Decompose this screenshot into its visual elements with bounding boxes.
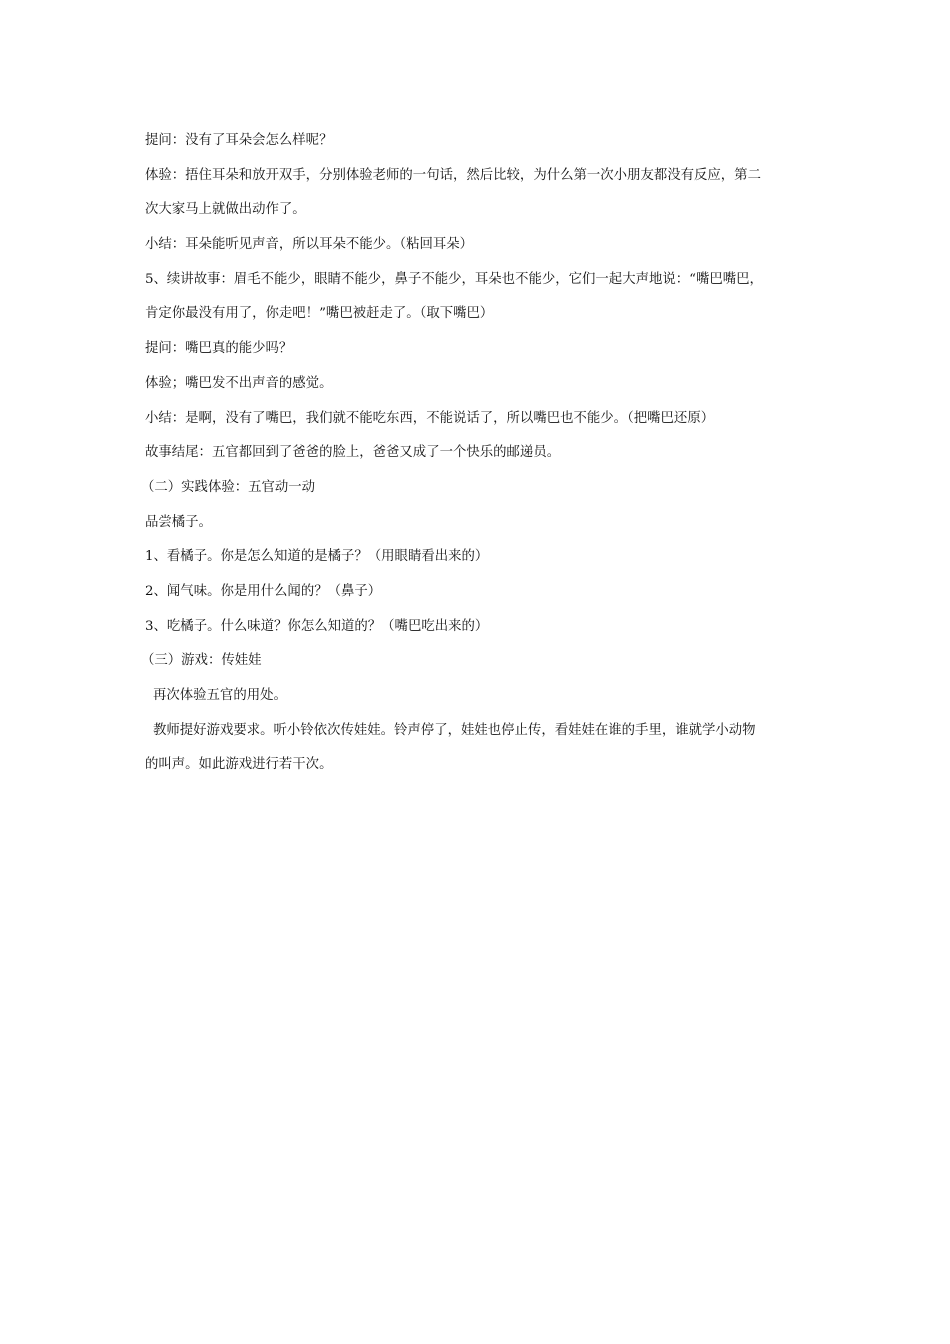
text-line: 的叫声。如此游戏进行若干次。 [145,757,333,773]
text-line: 品尝橘子。 [145,514,212,530]
text-line: 教师提好游戏要求。听小铃依次传娃娃。铃声停了，娃娃也停止传，看娃娃在谁的手里，谁就学小动物 [153,722,756,738]
list-item: 2、闻气味。你是用什么闻的？（鼻子） [145,583,382,599]
document-body [141,124,810,783]
text-line: 体验：捂住耳朵和放开双手，分别体验老师的一句话，然后比较，为什么第一次小朋友都没有反应，第二 [145,167,761,183]
text-line: 故事结尾：五官都回到了爸爸的脸上，爸爸又成了一个快乐的邮递员。 [145,445,561,461]
list-item: 1、看橘子。你是怎么知道的是橘子？（用眼睛看出来的） [145,549,489,565]
text-line: 次大家马上就做出动作了。 [145,202,306,218]
text-line: 小结：是啊，没有了嘴巴，我们就不能吃东西，不能说话了，所以嘴巴也不能少。（把嘴巴还原） [145,410,715,426]
section-heading: （三）游戏：传娃娃 [141,653,262,669]
list-item: 3、吃橘子。什么味道？你怎么知道的？（嘴巴吃出来的） [145,618,489,634]
text-line: 5、续讲故事：眉毛不能少，眼睛不能少，鼻子不能少，耳朵也不能少，它们一起大声地说：“嘴巴嘴巴， [145,271,763,287]
text-line: 提问：没有了耳朵会怎么样呢？ [145,133,333,148]
text-line: 肯定你最没有用了，你走吧！”嘴巴被赶走了。（取下嘴巴） [145,306,494,322]
text-line: 提问：嘴巴真的能少吗？ [145,341,293,357]
text-line: 再次体验五官的用处。 [153,688,287,703]
text-line: 体验；嘴巴发不出声音的感觉。 [145,375,333,391]
text-line: 小结：耳朵能听见声音，所以耳朵不能少。（粘回耳朵） [145,237,474,253]
section-heading: （二）实践体验：五官动一动 [141,479,316,495]
